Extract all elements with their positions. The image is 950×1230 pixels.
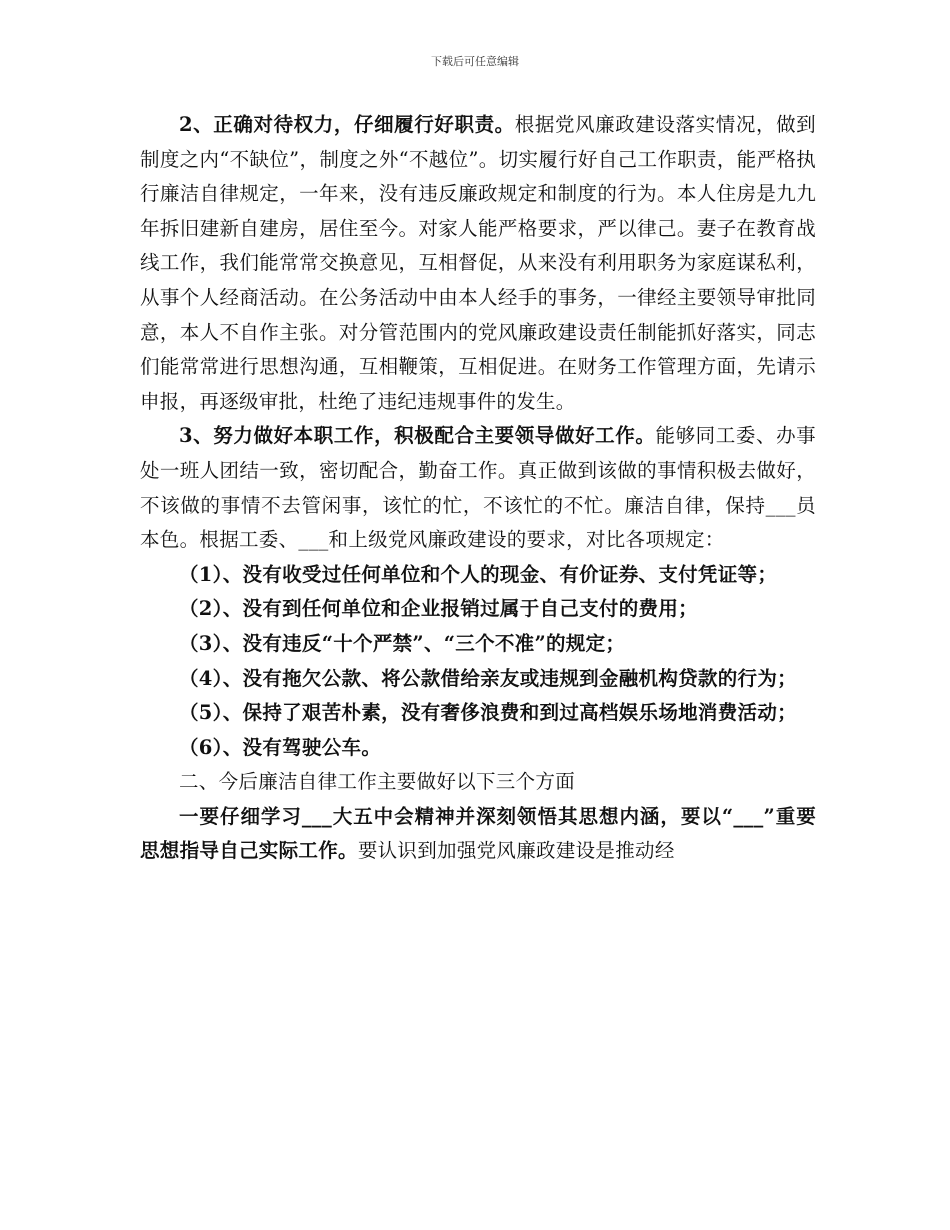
paragraph-heading: 2、正确对待权力，仔细履行好职责。 bbox=[179, 113, 515, 136]
document-body bbox=[140, 108, 816, 869]
paragraph-duty bbox=[140, 108, 816, 419]
list-item: （4）、没有拖欠公款、将公款借给亲友或违规到金融机构贷款的行为； bbox=[179, 666, 797, 690]
list-item: （1）、没有收受过任何单位和个人的现金、有价证券、支付凭证等； bbox=[179, 562, 778, 586]
paragraph-text: 根据党风廉政建设落实情况，做到制度之内“不缺位”，制度之外“不越位”。切实履行好自己工作职责，能严格执行廉洁自律规定，一年来，没有违反廉政规定和制度的行为。本人住房是九九年拆旧建新自建房，居住至今。对家人能严格要求，严以律己。妻子在教育战线工作，我们能常常交换意见，互相督促，从来没有利用职务为家庭谋私利，从事个人经商活动。在公务活动中由本人经手的事务，一律经主要领导审批同意，本人不自作主张。对分管范围内的党风廉政建设责任制能抓好落实，同志们能常常进行思想沟通，互相鞭策，互相促进。在财务工作管理方面，先请示申报，再逐级审批，杜绝了违纪违规事件的发生。 bbox=[140, 113, 816, 413]
paragraph-heading: 3、努力做好本职工作，积极配合主要领导做好工作。 bbox=[179, 424, 656, 448]
page-header: 下载后可任意编辑 bbox=[431, 55, 519, 68]
paragraph-work bbox=[140, 419, 816, 557]
list-item: （3）、没有违反“十个严禁”、“三个不准”的规定； bbox=[179, 631, 626, 655]
paragraph-text: 能够同工委、办事处一班人团结一致，密切配合，勤奋工作。真正做到该做的事情积极去做好，不该做的事情不去管闲事，该忙的忙，不该忙的不忙。廉洁自律，保持___员本色。根据工委、___和上级党风廉政建设的要求，对比各项规定： bbox=[140, 424, 816, 552]
list-item: （6）、没有驾驶公车。 bbox=[179, 735, 382, 759]
rules-list bbox=[140, 558, 816, 766]
section-heading: 二、今后廉洁自律工作主要做好以下三个方面 bbox=[179, 770, 576, 794]
paragraph-heading: 一要仔细学习___大五中会精神并深刻领悟其思想内涵，要以“___”重要思想指导自己实际工作。 bbox=[140, 804, 816, 863]
list-item: （2）、没有到任何单位和企业报销过属于自己支付的费用； bbox=[179, 597, 698, 621]
paragraph-text: 要认识到加强党风廉政建设是推动经 bbox=[357, 839, 675, 863]
list-item: （5）、保持了艰苦朴素，没有奢侈浪费和到过高档娱乐场地消费活动； bbox=[179, 701, 797, 725]
paragraph-study bbox=[140, 800, 816, 869]
